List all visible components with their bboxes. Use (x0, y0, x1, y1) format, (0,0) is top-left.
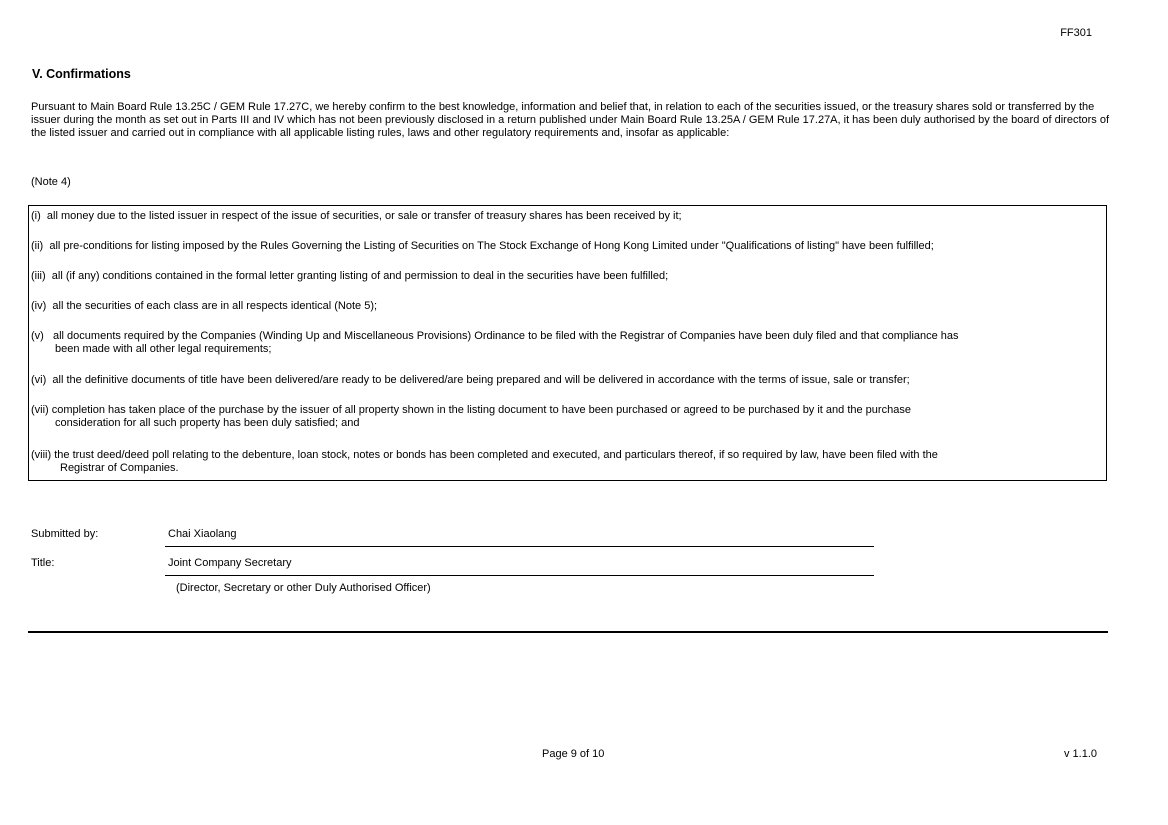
confirmation-item (31, 404, 1101, 430)
item-text (31, 240, 1101, 253)
note-reference: (Note 4) (31, 176, 71, 188)
submitted-by-label: Submitted by: (31, 528, 99, 540)
submitted-by-underline (165, 546, 874, 547)
confirmation-item (31, 240, 1101, 253)
item-number: (viii) (31, 449, 52, 461)
item-text (31, 449, 1101, 462)
item-number: (vii) (31, 404, 49, 416)
confirmation-item (31, 449, 1101, 475)
item-continuation: been made with all other legal requirements; (55, 343, 272, 355)
section-title: V. Confirmations (32, 67, 131, 81)
item-text (31, 300, 1101, 313)
title-note: (Director, Secretary or other Duly Authorised Officer) (176, 582, 431, 594)
item-line: all pre-conditions for listing imposed by the Rules Governing the Listing of Securities on The Stock Exchange of Hong Kong Limited under "Qualifications of listing" have been fulfilled; (49, 240, 934, 252)
item-number: (vi) (31, 374, 47, 386)
form-code: FF301 (1060, 27, 1092, 39)
confirmation-item (31, 270, 1101, 283)
item-continuation: Registrar of Companies. (60, 462, 179, 474)
title-label: Title: (31, 557, 55, 569)
item-line: all (if any) conditions contained in the formal letter granting listing of and permission to deal in the securities have been fulfilled; (51, 270, 669, 282)
version-label: v 1.1.0 (1063, 748, 1097, 760)
item-line: all the securities of each class are in all respects identical (Note 5); (52, 300, 378, 312)
item-text (31, 270, 1101, 283)
item-text (31, 210, 1101, 223)
item-number: (v) (31, 330, 44, 342)
item-number: (iv) (31, 300, 47, 312)
item-number: (i) (31, 210, 41, 222)
confirmation-item (31, 374, 1101, 387)
item-continuation: consideration for all such property has been duly satisfied; and (55, 417, 360, 429)
bottom-rule (28, 631, 1108, 633)
item-line: all money due to the listed issuer in respect of the issue of securities, or sale or transfer of treasury shares has been received by it; (46, 210, 682, 222)
intro-paragraph: Pursuant to Main Board Rule 13.25C / GEM Rule 17.27C, we hereby confirm to the best knowledge, information and belief that, in relation to each of the securities issued, or the treasury shares sold or transferred by the issuer during the month as set out in Parts III and IV which has not been previously disclosed in a return published under Main Board Rule 13.25A / GEM Rule 17.27A, it has been duly authorised by the board of directors of the listed issuer and carried out in compliance with all applicable listing rules, laws and other regulatory requirements and, insofar as applicable: (31, 101, 1110, 139)
item-text (31, 330, 1101, 343)
item-text (31, 374, 1101, 387)
item-line: all the definitive documents of title have been delivered/are ready to be delivered/are being prepared and will be delivered in accordance with the terms of issue, sale or transfer; (52, 374, 910, 386)
confirmation-item (31, 210, 1101, 223)
item-line: the trust deed/deed poll relating to the debenture, loan stock, notes or bonds has been completed and executed, and particulars thereof, if so required by law, have been filed with the (54, 449, 938, 461)
confirmation-item (31, 330, 1101, 356)
confirmation-item (31, 300, 1101, 313)
title-value: Joint Company Secretary (168, 557, 292, 569)
confirmations-box (28, 205, 1107, 481)
submitted-by-value: Chai Xiaolang (168, 528, 237, 540)
item-line: all documents required by the Companies (Winding Up and Miscellaneous Provisions) Ordinance to be filed with the Registrar of Companies have been duly filed and that compliance has (53, 330, 959, 342)
item-line: completion has taken place of the purchase by the issuer of all property shown in the listing document to have been purchased or agreed to be purchased by it and the purchase (51, 404, 911, 416)
item-number: (ii) (31, 240, 44, 252)
item-text (31, 404, 1101, 417)
page-number: Page 9 of 10 (542, 748, 605, 760)
title-underline (165, 575, 874, 576)
item-number: (iii) (31, 270, 46, 282)
